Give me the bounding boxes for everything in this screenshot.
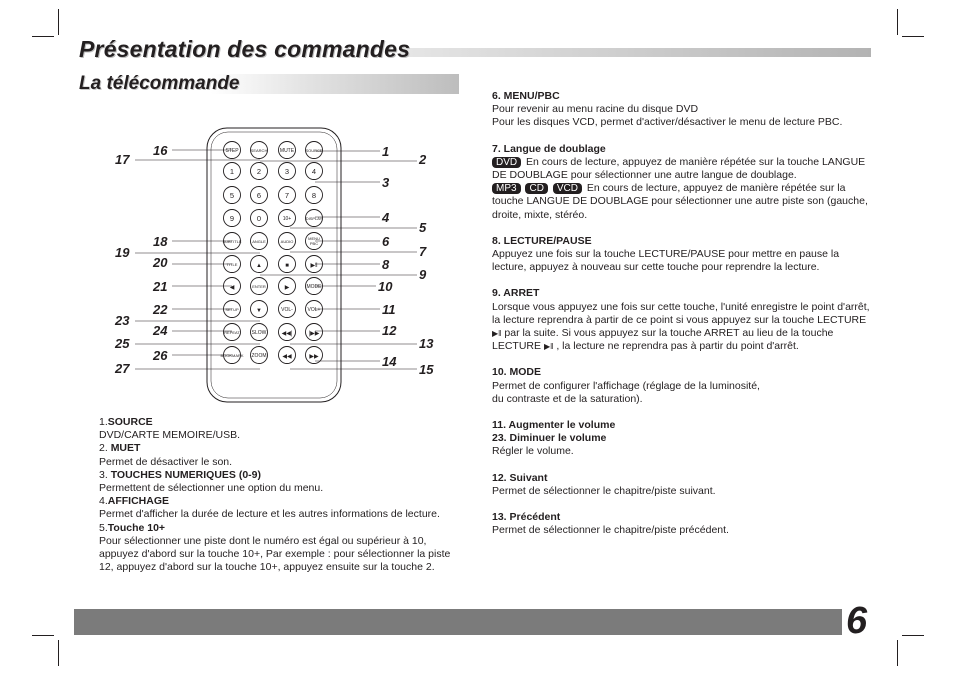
svg-text:2: 2 xyxy=(256,166,262,176)
svg-text:14: 14 xyxy=(382,354,397,369)
remote-button xyxy=(306,187,323,204)
svg-text:◀◀: ◀◀ xyxy=(282,353,292,360)
svg-text:6: 6 xyxy=(382,234,390,249)
text-span: par la suite. Si vous appuyez sur la touche ARRET au lieu de la touche LECTURE xyxy=(492,327,834,353)
item-text-mode: du contraste et de la saturation). xyxy=(492,392,643,405)
svg-text:▶‖: ▶‖ xyxy=(310,262,318,269)
remote-button xyxy=(251,256,268,273)
item-number: 1. xyxy=(99,416,108,428)
svg-text:8: 8 xyxy=(382,257,390,272)
item-title-next: 12. Suivant xyxy=(492,471,548,484)
svg-text:◀◀|: ◀◀| xyxy=(281,330,293,337)
remote-button xyxy=(279,163,296,180)
item-text-next: Permet de sélectionner le chapitre/piste suivant. xyxy=(492,484,716,497)
remote-button xyxy=(251,210,268,227)
remote-button xyxy=(306,210,323,227)
remote-button xyxy=(224,324,241,341)
item-text-previous: Permet de sélectionner le chapitre/piste précédent. xyxy=(492,524,729,537)
remote-button xyxy=(251,301,268,318)
item-title-numeric-keys: TOUCHES NUMERIQUES (0-9) xyxy=(110,468,262,481)
crop-mark xyxy=(58,640,59,666)
item-text-menu-pbc: Pour les disques VCD, permet d'activer/désactiver le menu de lecture PBC. xyxy=(492,116,843,129)
crop-mark xyxy=(32,36,54,37)
item-text-10plus: Pour sélectionner une piste dont le numéro est égal ou supérieur à 10, appuyez d'abord sur la touche 10+, Par exemple : pour sélectionner la piste 12, appuyez d'abord sur la touche 10+, appuyez ensuite sur la touche 2. xyxy=(99,534,451,574)
item-title-play-pause: 8. LECTURE/PAUSE xyxy=(492,234,592,247)
remote-button xyxy=(251,187,268,204)
remote-button xyxy=(279,301,296,318)
remote-button xyxy=(279,278,296,295)
mp3-badge: MP3 xyxy=(492,183,521,194)
item-text-audio-language: En cours de lecture, appuyez de manière répétée sur la touche LANGUE DE DOUBLAGE pour sélectionner une autre langue de doublage. xyxy=(492,155,866,182)
item-title-previous: 13. Précédent xyxy=(492,511,561,524)
crop-mark xyxy=(902,635,924,636)
svg-text:5: 5 xyxy=(229,190,235,200)
dvd-badge: DVD xyxy=(492,157,521,168)
item-title-volume-up: 11. Augmenter le volume xyxy=(492,419,616,432)
item-title-mode: 10. MODE xyxy=(492,366,542,379)
remote-button xyxy=(306,324,323,341)
crop-mark xyxy=(32,635,54,636)
svg-text:22: 22 xyxy=(153,302,168,317)
svg-text:ZOOM: ZOOM xyxy=(251,352,267,359)
item-text-mode: Permet de configurer l'affichage (réglage de la luminosité, xyxy=(492,379,760,392)
remote-button xyxy=(224,187,241,204)
item-title-10plus: Touche 10+ xyxy=(107,521,166,534)
item-text-menu-pbc: Pour revenir au menu racine du disque DVD xyxy=(492,103,699,116)
svg-text:SUBTITLE: SUBTITLE xyxy=(222,238,242,244)
svg-text:11: 11 xyxy=(382,302,396,317)
vcd-badge: VCD xyxy=(553,183,582,194)
svg-text:17: 17 xyxy=(115,152,130,167)
page-number: 6 xyxy=(846,600,868,642)
crop-mark xyxy=(897,640,898,666)
svg-text:15: 15 xyxy=(419,362,434,377)
play-pause-icon: ▶‖ xyxy=(543,342,554,352)
remote-button xyxy=(224,210,241,227)
remote-button xyxy=(251,142,268,159)
footer-bar xyxy=(74,609,842,635)
item-title-menu-pbc: 6. MENU/PBC xyxy=(492,90,560,102)
svg-text:BOOKMARK: BOOKMARK xyxy=(220,352,244,358)
item-title-source: SOURCE xyxy=(107,416,153,428)
svg-text:10+: 10+ xyxy=(282,215,292,222)
svg-text:10: 10 xyxy=(378,279,393,294)
crop-mark xyxy=(58,9,59,35)
svg-text:■: ■ xyxy=(285,262,289,269)
remote-button xyxy=(279,210,296,227)
title-bar xyxy=(400,48,871,57)
svg-text:6: 6 xyxy=(256,190,262,200)
remote-button xyxy=(251,324,268,341)
page-title: Présentation des commandes xyxy=(79,36,411,62)
item-text-play-pause: Appuyez une fois sur la touche LECTURE/PAUSE pour mettre en pause la lecture, appuyez à nouveau sur cette touche pour reprendre la lecture. xyxy=(492,248,840,274)
svg-text:2: 2 xyxy=(419,152,427,167)
item-number: 4. xyxy=(99,495,108,508)
remote-control-illustration xyxy=(110,124,455,409)
svg-text:◀: ◀ xyxy=(229,284,235,291)
remote-button xyxy=(279,187,296,204)
svg-text:7: 7 xyxy=(284,190,290,200)
item-title-display: AFFICHAGE xyxy=(107,495,170,508)
svg-text:▼: ▼ xyxy=(256,307,262,314)
svg-text:20: 20 xyxy=(153,255,168,270)
item-text-volume: Régler le volume. xyxy=(492,445,574,458)
item-title-mute: MUET xyxy=(110,442,141,455)
svg-text:12: 12 xyxy=(382,323,397,338)
svg-text:MODE: MODE xyxy=(306,283,322,290)
svg-text:16: 16 xyxy=(153,143,168,158)
svg-text:19: 19 xyxy=(115,245,130,260)
svg-text:25: 25 xyxy=(115,336,130,351)
svg-text:3: 3 xyxy=(284,166,290,176)
svg-text:1: 1 xyxy=(382,144,390,159)
remote-button xyxy=(306,163,323,180)
svg-text:9: 9 xyxy=(229,213,235,223)
svg-text:MUTE: MUTE xyxy=(279,147,295,154)
item-text-source: DVD/CARTE MEMOIRE/USB. xyxy=(99,429,240,442)
item-number: 2. xyxy=(99,442,111,455)
svg-text:▶▶: ▶▶ xyxy=(309,353,319,360)
remote-button xyxy=(279,142,296,159)
item-text-mute: Permet de désactiver le son. xyxy=(99,455,233,468)
svg-text:21: 21 xyxy=(153,279,168,294)
remote-button xyxy=(224,163,241,180)
item-title-audio-language: 7. Langue de doublage xyxy=(492,142,606,155)
remote-button xyxy=(251,347,268,364)
crop-mark xyxy=(902,36,924,37)
svg-text:STEP: STEP xyxy=(225,147,239,154)
svg-text:SLOW: SLOW xyxy=(251,329,267,336)
svg-text:VOL+: VOL+ xyxy=(307,306,321,313)
item-text-audio-track: En cours de lecture, appuyez de manière répétée sur la touche LANGUE DE DOUBLAGE pour sélectionner une autre piste son (gauche, droite, mixte, stéréo. xyxy=(492,182,868,221)
remote-button xyxy=(279,347,296,364)
svg-text:|▶▶: |▶▶ xyxy=(308,330,320,337)
remote-button xyxy=(279,233,296,250)
svg-text:1: 1 xyxy=(229,166,235,176)
item-title-volume-down: 23. Diminuer le volume xyxy=(492,432,607,445)
item-text-stop xyxy=(492,301,876,354)
item-text-display: Permet d'afficher la durée de lecture et les autres informations de lecture. xyxy=(99,508,440,521)
svg-text:5: 5 xyxy=(419,220,427,235)
play-pause-icon: ▶‖ xyxy=(492,329,502,339)
svg-text:7: 7 xyxy=(419,244,427,259)
remote-button xyxy=(305,142,322,159)
svg-text:ANGLE: ANGLE xyxy=(252,238,266,244)
svg-text:27: 27 xyxy=(115,361,130,376)
svg-text:▲: ▲ xyxy=(256,262,262,269)
svg-text:▶: ▶ xyxy=(284,284,290,291)
svg-text:9: 9 xyxy=(419,267,427,282)
text-span: Lorsque vous appuyez une fois sur cette touche, l'unité enregistre le point d'arrêt, la lecture reprendra à partir de ce point si vous appuyez sur la touche LECTURE xyxy=(492,300,870,326)
remote-button xyxy=(251,233,268,250)
remote-button xyxy=(279,256,296,273)
svg-text:23: 23 xyxy=(115,313,130,328)
right-column xyxy=(492,90,876,537)
svg-text:SETUP: SETUP xyxy=(225,306,239,312)
cd-badge: CD xyxy=(525,183,547,194)
remote-button xyxy=(279,324,296,341)
crop-mark xyxy=(897,9,898,35)
svg-text:4: 4 xyxy=(311,166,317,176)
remote-button xyxy=(251,278,268,295)
svg-text:SOURCE: SOURCE xyxy=(305,147,323,153)
svg-text:0: 0 xyxy=(256,213,262,223)
svg-text:DISPLAY: DISPLAY xyxy=(305,215,323,221)
remote-button xyxy=(251,163,268,180)
item-number: 5. xyxy=(99,521,108,534)
svg-text:8: 8 xyxy=(311,190,317,200)
svg-text:13: 13 xyxy=(419,336,434,351)
item-text-numeric-keys: Permettent de sélectionner une option du menu. xyxy=(99,482,324,495)
section-title: La télécommande xyxy=(79,73,240,94)
svg-text:AUDIO: AUDIO xyxy=(280,238,294,244)
svg-text:ENTER: ENTER xyxy=(252,283,266,289)
item-number: 3. xyxy=(99,468,111,481)
svg-text:3: 3 xyxy=(382,175,390,190)
svg-text:REPEAT: REPEAT xyxy=(224,329,240,335)
svg-text:4: 4 xyxy=(382,210,390,225)
svg-text:26: 26 xyxy=(153,348,168,363)
svg-text:TITLE: TITLE xyxy=(226,261,238,267)
svg-text:18: 18 xyxy=(153,234,168,249)
item-title-stop: 9. ARRET xyxy=(492,287,540,300)
svg-text:24: 24 xyxy=(153,323,168,338)
svg-text:MENUPBC: MENU PBC xyxy=(308,236,320,246)
left-column xyxy=(99,416,461,574)
text-span: , la lecture ne reprendra pas à partir du point d'arrêt. xyxy=(553,340,799,353)
svg-text:VOL-: VOL- xyxy=(281,306,293,313)
svg-text:SEARCH: SEARCH xyxy=(250,147,268,153)
